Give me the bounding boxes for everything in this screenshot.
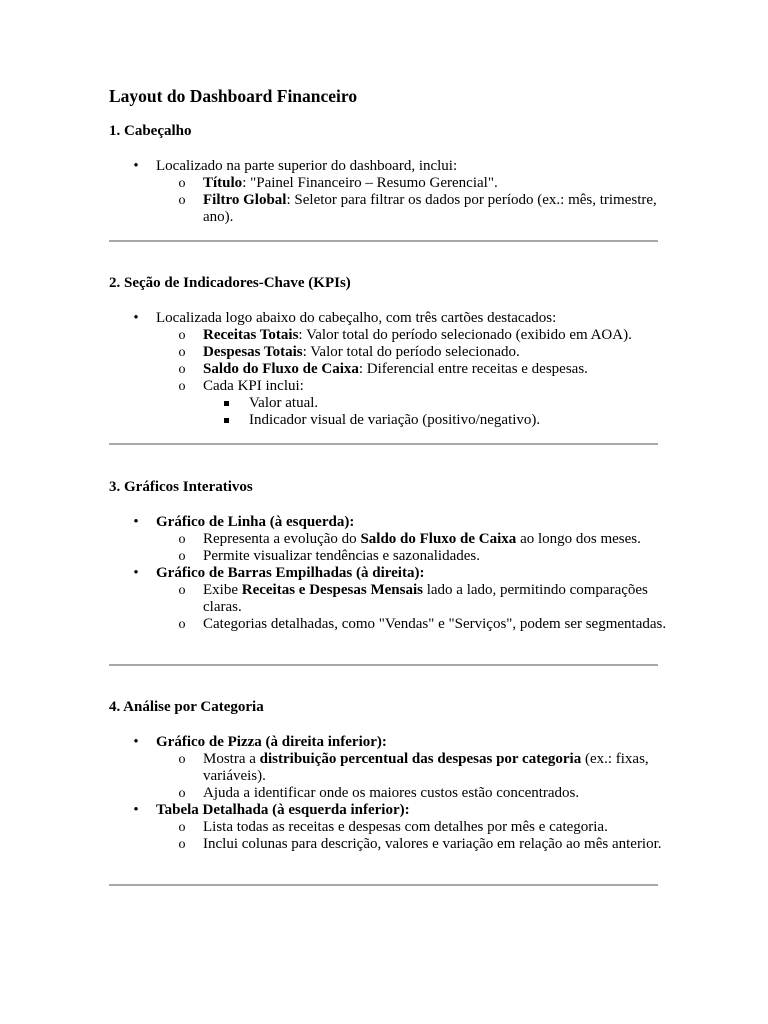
section-heading: 3. Gráficos Interativos <box>109 479 253 495</box>
text-run: Valor atual. <box>249 395 319 411</box>
bold-text: Gráfico de Pizza (à direita inferior): <box>156 734 387 750</box>
sub-bullet-item <box>109 819 669 836</box>
section-heading: 2. Seção de Indicadores-Chave (KPIs) <box>109 275 351 291</box>
sub-sub-bullet-item <box>109 412 669 429</box>
bullet-text <box>156 565 424 581</box>
bullet-circle-icon <box>176 327 188 344</box>
text-run: Representa a evolução do <box>203 531 361 547</box>
bullet-item <box>109 310 669 327</box>
bullet-item <box>109 158 669 175</box>
bullet-text <box>203 751 649 784</box>
document-title: Layout do Dashboard Financeiro <box>109 86 358 106</box>
text-run: Indicador visual de variação (positivo/negativo). <box>249 412 541 428</box>
section-divider <box>109 664 658 666</box>
bullet-dot-icon <box>131 310 141 327</box>
bullet-circle-icon <box>176 344 188 361</box>
text-run: lado a lado, permitindo comparações claras. <box>203 582 648 615</box>
section-divider <box>109 443 658 445</box>
bold-text: Despesas Totais <box>203 344 303 360</box>
bold-text: distribuição percentual das despesas por categoria <box>259 751 582 767</box>
bold-text: Saldo do Fluxo de Caixa <box>203 361 359 377</box>
bullet-text <box>203 175 498 191</box>
text-run: : Seletor para filtrar os dados por período (ex.: mês, trimestre, ano). <box>203 192 657 225</box>
section-list <box>109 734 669 853</box>
bullet-item <box>109 734 669 751</box>
text-run: : "Painel Financeiro – Resumo Gerencial". <box>242 175 498 191</box>
text-run: Permite visualizar tendências e sazonalidades. <box>203 548 480 564</box>
text-run: : Diferencial entre receitas e despesas. <box>358 361 588 377</box>
bullet-dot-icon <box>131 802 141 819</box>
sub-bullet-item <box>109 582 669 616</box>
bold-text: Receitas e Despesas Mensais <box>241 582 423 598</box>
sub-bullet-item <box>109 548 669 565</box>
section-heading: 1. Cabeçalho <box>109 123 192 139</box>
section-kpis <box>109 275 669 429</box>
bullet-dot-icon <box>131 514 141 531</box>
bold-text: Tabela Detalhada (à esquerda inferior): <box>156 802 410 818</box>
sub-bullet-item <box>109 616 669 633</box>
bold-text: Gráfico de Linha (à esquerda): <box>156 514 355 530</box>
sub-bullet-item <box>109 751 669 785</box>
sub-bullet-item <box>109 531 669 548</box>
sub-bullet-item <box>109 378 669 395</box>
section-heading: 4. Análise por Categoria <box>109 699 264 715</box>
bullet-item <box>109 514 669 531</box>
sub-sub-bullet-item <box>109 395 669 412</box>
bold-text: Saldo do Fluxo de Caixa <box>360 531 517 547</box>
bullet-circle-icon <box>176 785 188 802</box>
bullet-dot-icon <box>131 734 141 751</box>
bullet-text <box>203 836 662 852</box>
sub-bullet-item <box>109 175 669 192</box>
section-cabecalho <box>109 123 669 226</box>
bullet-circle-icon <box>176 836 188 853</box>
bullet-text <box>156 802 410 818</box>
bullet-text <box>203 344 520 360</box>
bullet-text <box>203 531 641 547</box>
bullet-text <box>203 361 588 377</box>
bullet-text <box>203 819 608 835</box>
bullet-circle-icon <box>176 751 188 768</box>
text-run: Localizada logo abaixo do cabeçalho, com três cartões destacados: <box>156 310 557 326</box>
text-run: (ex.: fixas, variáveis). <box>203 751 649 784</box>
bullet-dot-icon <box>131 158 141 175</box>
bullet-square-icon <box>224 401 229 406</box>
bold-text: Receitas Totais <box>203 327 299 343</box>
text-run: : Valor total do período selecionado. <box>302 344 520 360</box>
section-divider <box>109 240 658 242</box>
bullet-text <box>203 327 632 343</box>
bullet-circle-icon <box>176 378 188 395</box>
sub-bullet-item <box>109 785 669 802</box>
bullet-item <box>109 565 669 582</box>
bold-text: Gráfico de Barras Empilhadas (à direita): <box>156 565 425 581</box>
bullet-circle-icon <box>176 175 188 192</box>
bullet-dot-icon <box>131 565 141 582</box>
text-run: Exibe <box>203 582 242 598</box>
sub-bullet-item <box>109 361 669 378</box>
bullet-text <box>203 616 666 632</box>
bullet-circle-icon <box>176 192 188 209</box>
text-run: Localizado na parte superior do dashboard, inclui: <box>156 158 458 174</box>
section-list <box>109 158 669 226</box>
bullet-text <box>156 734 387 750</box>
bullet-text <box>156 158 457 174</box>
sub-bullet-item <box>109 836 669 853</box>
sub-bullet-item <box>109 327 669 344</box>
text-run: Categorias detalhadas, como "Vendas" e "Serviços", podem ser segmentadas. <box>203 616 667 632</box>
bullet-circle-icon <box>176 819 188 836</box>
bullet-text <box>249 412 540 428</box>
text-run: Lista todas as receitas e despesas com detalhes por mês e categoria. <box>203 819 608 835</box>
text-run: ao longo dos meses. <box>516 531 641 547</box>
bullet-text <box>156 514 354 530</box>
bullet-text <box>203 378 304 394</box>
bold-text: Título <box>203 175 243 191</box>
text-run: : Valor total do período selecionado (exibido em AOA). <box>298 327 632 343</box>
bullet-text <box>203 192 657 225</box>
section-list <box>109 514 669 633</box>
text-run: Inclui colunas para descrição, valores e variação em relação ao mês anterior. <box>203 836 662 852</box>
bullet-square-icon <box>224 418 229 423</box>
text-run: Mostra a <box>203 751 260 767</box>
section-graficos <box>109 479 669 633</box>
sub-bullet-item <box>109 344 669 361</box>
text-run: Cada KPI inclui: <box>203 378 304 394</box>
bullet-circle-icon <box>176 548 188 565</box>
bullet-circle-icon <box>176 582 188 599</box>
section-analise-categoria <box>109 699 669 853</box>
bullet-text <box>249 395 318 411</box>
bold-text: Filtro Global <box>203 192 287 208</box>
bullet-circle-icon <box>176 361 188 378</box>
text-run: Ajuda a identificar onde os maiores custos estão concentrados. <box>203 785 580 801</box>
bullet-item <box>109 802 669 819</box>
bullet-text <box>203 785 579 801</box>
bullet-text <box>156 310 556 326</box>
bullet-circle-icon <box>176 531 188 548</box>
bullet-text <box>203 548 480 564</box>
bullet-text <box>203 582 648 615</box>
bullet-circle-icon <box>176 616 188 633</box>
section-divider <box>109 884 658 886</box>
section-list <box>109 310 669 429</box>
sub-bullet-item <box>109 192 669 226</box>
